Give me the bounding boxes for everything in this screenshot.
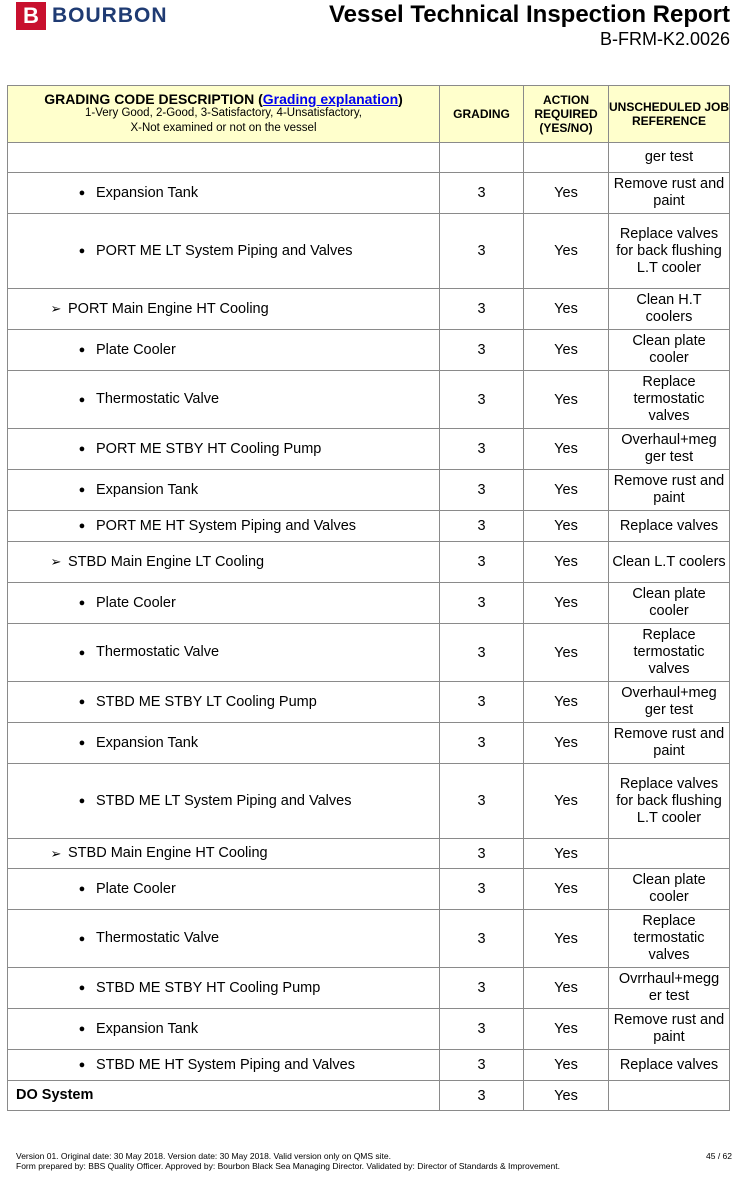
bourbon-logo xyxy=(16,2,168,30)
action-required-cell: Yes xyxy=(524,173,609,214)
bullet-icon: ● xyxy=(78,795,86,808)
action-required-cell: Yes xyxy=(524,968,609,1009)
table-body xyxy=(8,143,730,1111)
item-label: Plate Cooler xyxy=(96,595,176,612)
arrow-icon: ➢ xyxy=(50,301,62,317)
grading-cell: 3 xyxy=(440,511,524,542)
page-header xyxy=(0,0,740,60)
grading-cell: 3 xyxy=(440,542,524,583)
bullet-icon: ● xyxy=(78,484,86,497)
item-label: Plate Cooler xyxy=(96,342,176,359)
item-label: Plate Cooler xyxy=(96,881,176,898)
item-label: STBD Main Engine LT Cooling xyxy=(68,554,265,571)
grading-cell xyxy=(440,143,524,173)
action-required-cell: Yes xyxy=(524,839,609,869)
grading-cell: 3 xyxy=(440,723,524,764)
table-row xyxy=(8,511,730,542)
table-row xyxy=(8,1009,730,1050)
arrow-icon: ➢ xyxy=(50,845,62,861)
grading-cell: 3 xyxy=(440,330,524,371)
job-reference-cell: Replace valves for back flushing L.T cooler xyxy=(609,764,730,839)
item-description-cell xyxy=(8,968,440,1009)
table-row xyxy=(8,839,730,869)
item-description-cell xyxy=(8,173,440,214)
item-description-cell xyxy=(8,330,440,371)
bullet-icon: ● xyxy=(78,696,86,709)
item-description-cell xyxy=(8,371,440,429)
action-required-cell: Yes xyxy=(524,624,609,682)
table-row xyxy=(8,723,730,764)
grading-codes-line2: X-Not examined or not on the vessel xyxy=(130,122,317,134)
item-label: STBD ME HT System Piping and Valves xyxy=(96,1057,355,1074)
table-row xyxy=(8,470,730,511)
table-row xyxy=(8,1050,730,1081)
job-reference-cell: Remove rust and paint xyxy=(609,470,730,511)
grading-title-prefix: GRADING CODE DESCRIPTION ( xyxy=(44,91,263,107)
grading-cell: 3 xyxy=(440,910,524,968)
grading-cell: 3 xyxy=(440,682,524,723)
action-required-cell: Yes xyxy=(524,470,609,511)
job-reference-cell: Clean plate cooler xyxy=(609,330,730,371)
table-row xyxy=(8,968,730,1009)
job-reference-cell: Replace termostatic valves xyxy=(609,371,730,429)
item-description-cell xyxy=(8,869,440,910)
footer-version-line: Version 01. Original date: 30 May 2018. Version date: 30 May 2018. Valid version only on QMS site. xyxy=(16,1151,392,1161)
item-label: Thermostatic Valve xyxy=(96,391,220,408)
item-description-cell xyxy=(8,682,440,723)
item-description-cell xyxy=(8,583,440,624)
table-row xyxy=(8,869,730,910)
job-reference-cell: Remove rust and paint xyxy=(609,173,730,214)
grading-cell: 3 xyxy=(440,764,524,839)
item-label: Expansion Tank xyxy=(96,1021,199,1038)
item-label: PORT ME LT System Piping and Valves xyxy=(96,243,353,260)
table-row xyxy=(8,429,730,470)
item-description-cell xyxy=(8,910,440,968)
job-reference-cell: Remove rust and paint xyxy=(609,1009,730,1050)
item-description-cell xyxy=(8,1081,440,1111)
item-label: Thermostatic Valve xyxy=(96,930,220,947)
action-required-cell: Yes xyxy=(524,682,609,723)
grading-column-header: GRADING xyxy=(440,86,524,143)
grading-cell: 3 xyxy=(440,173,524,214)
report-code: B-FRM-K2.0026 xyxy=(599,29,730,49)
job-reference-cell: Replace termostatic valves xyxy=(609,910,730,968)
action-required-cell: Yes xyxy=(524,723,609,764)
grading-codes-line1: 1-Very Good, 2-Good, 3-Satisfactory, 4-Unsatisfactory, xyxy=(85,107,362,119)
action-required-cell: Yes xyxy=(524,214,609,289)
grading-cell: 3 xyxy=(440,968,524,1009)
item-label: STBD ME LT System Piping and Valves xyxy=(96,793,352,810)
bullet-icon: ● xyxy=(78,1023,86,1036)
job-reference-cell: Replace valves for back flushing L.T cooler xyxy=(609,214,730,289)
inspection-table xyxy=(7,85,730,1111)
job-reference-column-header: UNSCHEDULED JOB REFERENCE xyxy=(609,86,730,143)
job-reference-cell: Replace valves xyxy=(609,511,730,542)
grading-cell: 3 xyxy=(440,1050,524,1081)
table-row xyxy=(8,214,730,289)
job-reference-cell: Ovrrhaul+megg er test xyxy=(609,968,730,1009)
grading-cell: 3 xyxy=(440,371,524,429)
grading-title-suffix: ) xyxy=(398,91,403,107)
table-row xyxy=(8,542,730,583)
job-reference-cell: Replace termostatic valves xyxy=(609,624,730,682)
item-label: PORT ME STBY HT Cooling Pump xyxy=(96,441,322,458)
item-label: Expansion Tank xyxy=(96,185,199,202)
grading-cell: 3 xyxy=(440,583,524,624)
bullet-icon: ● xyxy=(78,932,86,945)
logo-mark: B xyxy=(16,2,46,30)
action-column-header: ACTION REQUIRED (YES/NO) xyxy=(524,86,609,143)
action-required-cell: Yes xyxy=(524,1009,609,1050)
action-required-cell: Yes xyxy=(524,910,609,968)
action-required-cell: Yes xyxy=(524,583,609,624)
item-description-cell xyxy=(8,624,440,682)
job-reference-cell: Clean plate cooler xyxy=(609,869,730,910)
table-row xyxy=(8,624,730,682)
bullet-icon: ● xyxy=(78,187,86,200)
item-description-cell xyxy=(8,214,440,289)
item-label: Expansion Tank xyxy=(96,482,199,499)
bullet-icon: ● xyxy=(78,520,86,533)
job-reference-cell: Clean plate cooler xyxy=(609,583,730,624)
job-reference-cell: Overhaul+meg ger test xyxy=(609,682,730,723)
item-label: STBD ME STBY HT Cooling Pump xyxy=(96,980,321,997)
table-row xyxy=(8,682,730,723)
job-reference-cell: Replace valves xyxy=(609,1050,730,1081)
bullet-icon: ● xyxy=(78,737,86,750)
action-required-cell: Yes xyxy=(524,330,609,371)
job-reference-cell xyxy=(609,839,730,869)
table-row xyxy=(8,1081,730,1111)
job-reference-cell: Remove rust and paint xyxy=(609,723,730,764)
item-description-cell xyxy=(8,470,440,511)
item-label: PORT Main Engine HT Cooling xyxy=(68,301,269,318)
item-description-cell xyxy=(8,723,440,764)
table-row xyxy=(8,173,730,214)
table-header-row xyxy=(8,86,730,143)
table-row xyxy=(8,330,730,371)
item-label: DO System xyxy=(16,1087,94,1104)
item-label: STBD Main Engine HT Cooling xyxy=(68,845,268,862)
table-row xyxy=(8,289,730,330)
bullet-icon: ● xyxy=(78,1059,86,1072)
grading-cell: 3 xyxy=(440,624,524,682)
bullet-icon: ● xyxy=(78,245,86,258)
action-required-cell: Yes xyxy=(524,429,609,470)
bullet-icon: ● xyxy=(78,597,86,610)
grading-cell: 3 xyxy=(440,470,524,511)
action-required-cell: Yes xyxy=(524,1081,609,1111)
action-required-cell xyxy=(524,143,609,173)
grading-cell: 3 xyxy=(440,869,524,910)
footer-approval-line: Form prepared by: BBS Quality Officer. Approved by: Bourbon Black Sea Managing Director. Validated by: Director of Standards & Improvement. xyxy=(16,1161,560,1171)
bullet-icon: ● xyxy=(78,646,86,659)
action-required-cell: Yes xyxy=(524,511,609,542)
grading-explanation-link[interactable]: Grading explanation xyxy=(262,91,399,107)
item-description-cell xyxy=(8,143,440,173)
item-label: STBD ME STBY LT Cooling Pump xyxy=(96,694,317,711)
action-required-cell: Yes xyxy=(524,289,609,330)
item-description-cell xyxy=(8,429,440,470)
job-reference-cell: Clean H.T coolers xyxy=(609,289,730,330)
bullet-icon: ● xyxy=(78,982,86,995)
table-row xyxy=(8,910,730,968)
grading-cell: 3 xyxy=(440,214,524,289)
grading-cell: 3 xyxy=(440,429,524,470)
grading-cell: 3 xyxy=(440,839,524,869)
item-description-cell xyxy=(8,542,440,583)
action-required-cell: Yes xyxy=(524,1050,609,1081)
item-description-cell xyxy=(8,839,440,869)
bullet-icon: ● xyxy=(78,393,86,406)
table-row xyxy=(8,764,730,839)
table-row xyxy=(8,583,730,624)
item-label: Expansion Tank xyxy=(96,735,199,752)
grading-cell: 3 xyxy=(440,1081,524,1111)
job-reference-cell: Overhaul+meg ger test xyxy=(609,429,730,470)
item-description-cell xyxy=(8,764,440,839)
item-description-cell xyxy=(8,289,440,330)
grading-cell: 3 xyxy=(440,289,524,330)
arrow-icon: ➢ xyxy=(50,554,62,570)
item-description-cell xyxy=(8,1009,440,1050)
item-label: Thermostatic Valve xyxy=(96,644,220,661)
grading-cell: 3 xyxy=(440,1009,524,1050)
bullet-icon: ● xyxy=(78,344,86,357)
page-footer xyxy=(16,1151,732,1171)
bullet-icon: ● xyxy=(78,443,86,456)
job-reference-cell: Clean L.T coolers xyxy=(609,542,730,583)
report-title: Vessel Technical Inspection Report xyxy=(328,1,730,28)
bullet-icon: ● xyxy=(78,883,86,896)
grading-description-header xyxy=(8,86,440,143)
table-row xyxy=(8,143,730,173)
action-required-cell: Yes xyxy=(524,371,609,429)
job-reference-cell: ger test xyxy=(609,143,730,173)
logo-text: BOURBON xyxy=(52,4,168,27)
item-label: PORT ME HT System Piping and Valves xyxy=(96,518,357,535)
table-row xyxy=(8,371,730,429)
action-required-cell: Yes xyxy=(524,542,609,583)
page-number: 45 / 62 xyxy=(706,1151,732,1161)
action-required-cell: Yes xyxy=(524,869,609,910)
item-description-cell xyxy=(8,511,440,542)
action-required-cell: Yes xyxy=(524,764,609,839)
job-reference-cell xyxy=(609,1081,730,1111)
item-description-cell xyxy=(8,1050,440,1081)
